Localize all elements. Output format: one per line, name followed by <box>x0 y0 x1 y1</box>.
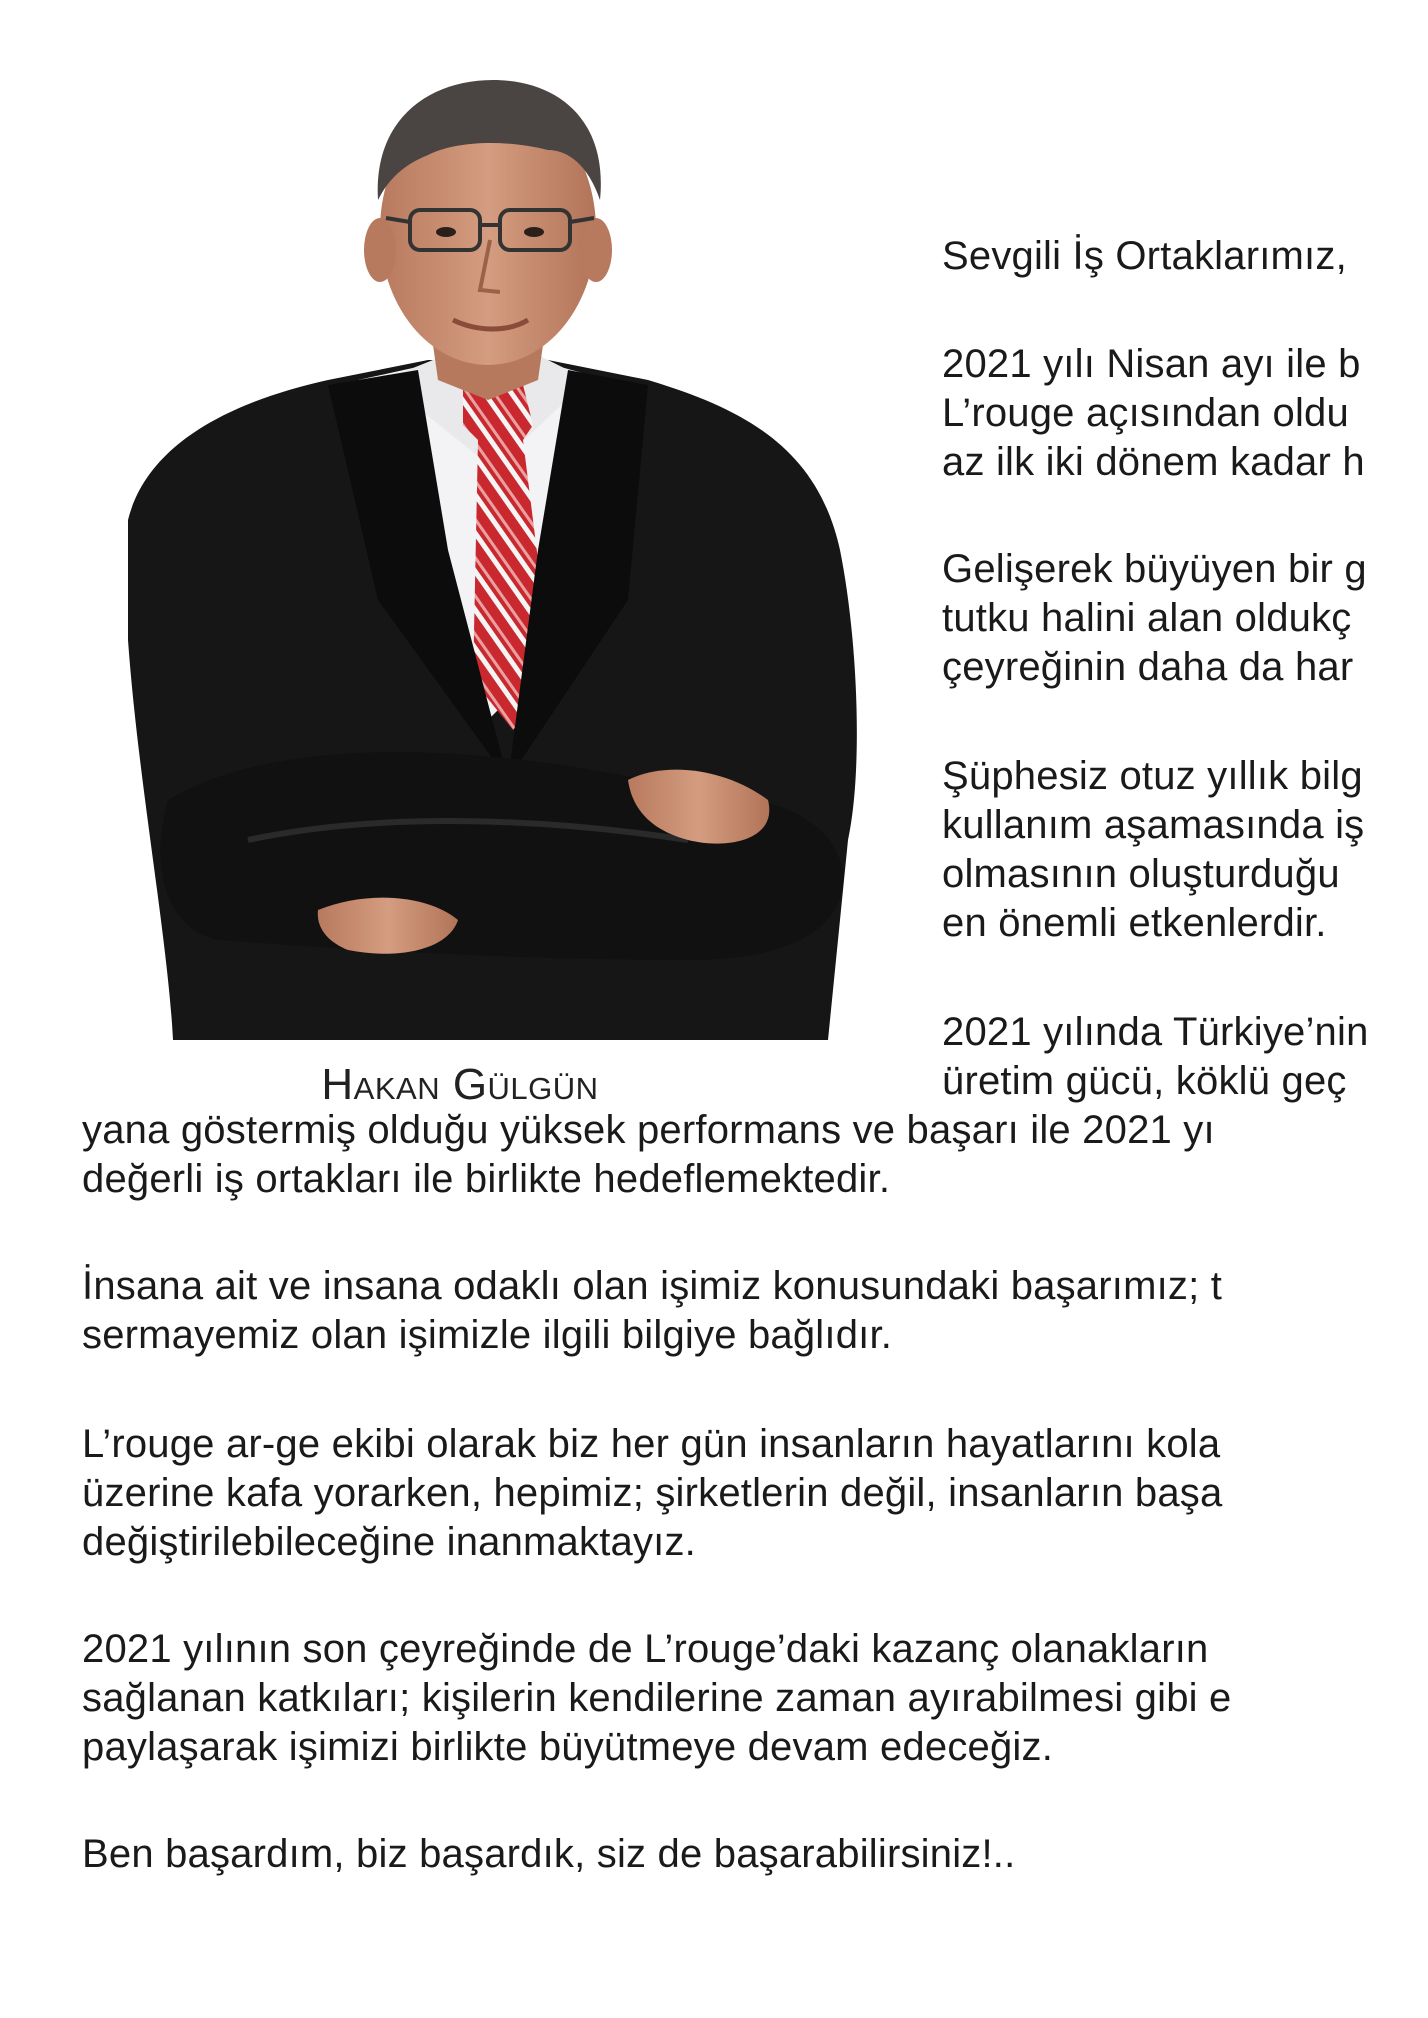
closing-line: Ben başardım, biz başardık, siz de başarabilirsiniz!.. <box>82 1832 1016 1876</box>
paragraph-line: L’rouge açısından oldu <box>942 391 1349 435</box>
paragraph-line: en önemli etkenlerdir. <box>942 901 1327 945</box>
paragraph-line: üretim gücü, köklü geç <box>942 1059 1347 1103</box>
paragraph-line: az ilk iki dönem kadar h <box>942 440 1365 484</box>
paragraph-line: değerli iş ortakları ile birlikte hedeflemektedir. <box>82 1157 891 1201</box>
paragraph-line: 2021 yılının son çeyreğinde de L’rouge’daki kazanç olanakların <box>82 1627 1209 1671</box>
paragraph-line: kullanım aşamasında iş <box>942 803 1365 847</box>
paragraph-line: yana göstermiş olduğu yüksek performans ve başarı ile 2021 yı <box>82 1108 1215 1152</box>
paragraph-line: çeyreğinin daha da har <box>942 645 1354 689</box>
paragraph-line: 2021 yılı Nisan ayı ile b <box>942 342 1361 386</box>
paragraph-line: sağlanan katkıları; kişilerin kendilerine zaman ayırabilmesi gibi e <box>82 1676 1232 1720</box>
paragraph-line: üzerine kafa yorarken, hepimiz; şirketlerin değil, insanların başa <box>82 1471 1223 1515</box>
paragraph-line: değiştirilebileceğine inanmaktayız. <box>82 1520 696 1564</box>
paragraph-line: sermayemiz olan işimizle ilgili bilgiye bağlıdır. <box>82 1313 893 1357</box>
paragraph-line: İnsana ait ve insana odaklı olan işimiz konusundaki başarımız; t <box>82 1264 1223 1308</box>
author-name: Hakan Gülgün <box>321 1060 599 1109</box>
paragraph-line: Şüphesiz otuz yıllık bilg <box>942 754 1363 798</box>
author-portrait <box>128 80 868 1050</box>
paragraph-line: L’rouge ar-ge ekibi olarak biz her gün insanların hayatlarını kola <box>82 1422 1221 1466</box>
paragraph-line: tutku halini alan oldukç <box>942 596 1352 640</box>
paragraph-line: Gelişerek büyüyen bir g <box>942 547 1367 591</box>
paragraph-line: paylaşarak işimizi birlikte büyütmeye devam edeceğiz. <box>82 1725 1054 1769</box>
paragraph-line: olmasının oluşturduğu <box>942 852 1340 896</box>
salutation: Sevgili İş Ortaklarımız, <box>942 234 1347 278</box>
paragraph-line: 2021 yılında Türkiye’nin <box>942 1010 1369 1054</box>
